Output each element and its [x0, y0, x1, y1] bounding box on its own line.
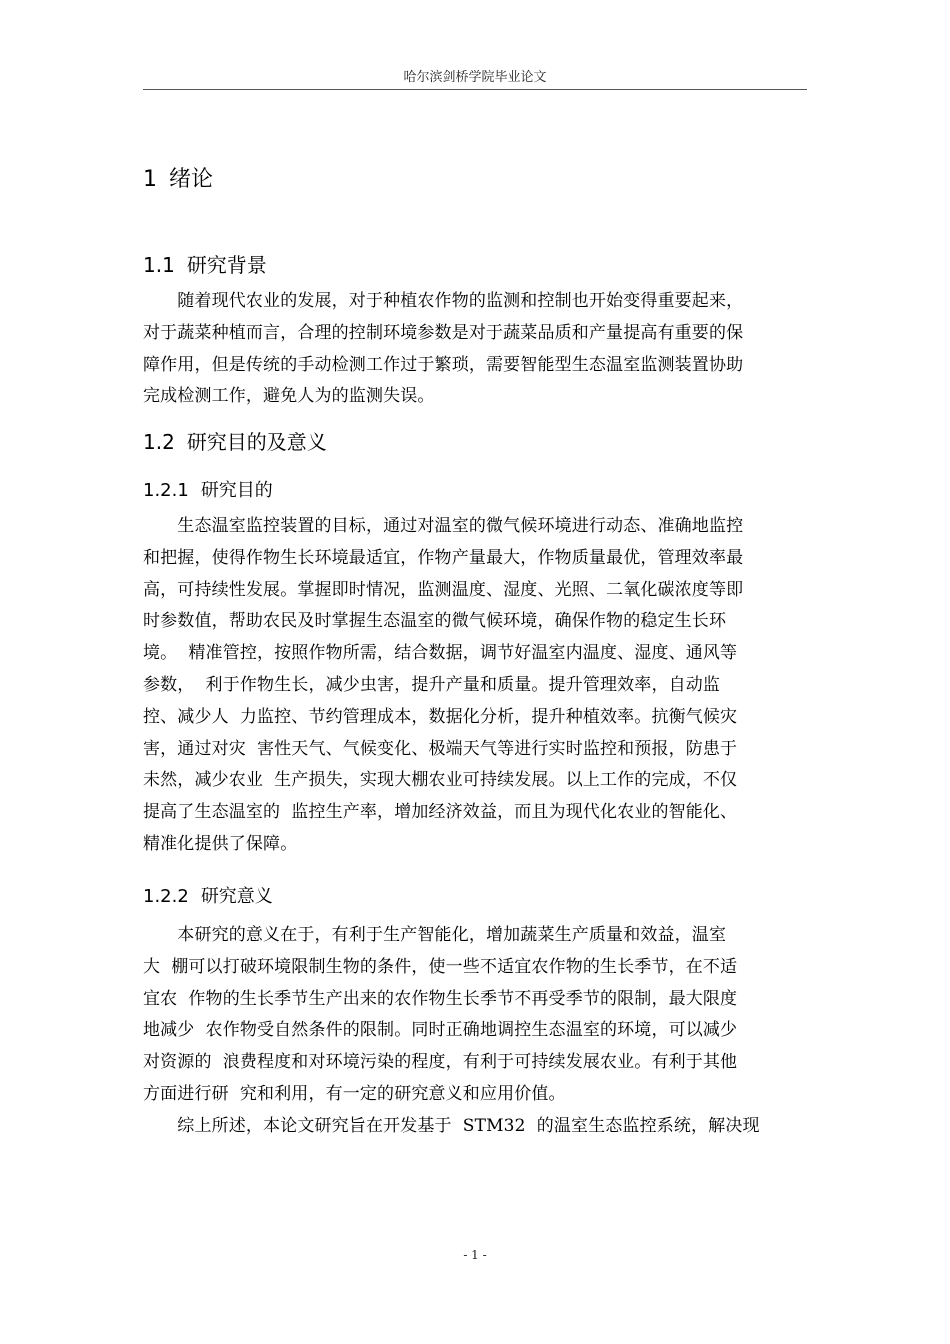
subsection-number: 1.2.2	[143, 886, 189, 907]
background-paragraph: 随着现代农业的发展，对于种植农作物的监测和控制也开始变得重要起来， 对于蔬菜种植而言，合理的控制环境参数是对于蔬菜品质和产量提高有重要的保 障作用，但是传统的手动检测工作过于繁琐，需要智能型生态温室监测装置协助 完成检测工作，避免人为的监测失误。	[143, 291, 744, 407]
subsection-heading-1-2-1	[143, 478, 811, 504]
section-heading-1-2	[143, 428, 811, 456]
chapter-number: 1	[143, 167, 157, 192]
page-number: - 1 -	[463, 1248, 487, 1262]
significance-paragraph: 本研究的意义在于，有利于生产智能化，增加蔬菜生产质量和效益，温室 大 棚可以打破环境限制生物的条件，使一些不适宜农作物的生长季节，在不适 宜农 作物的生长季节生产出来的农作物生长季节不再受季节的限制，最大限度 地减少 农作物受自然条件的限制。同时正确地调控生态温室的环境，可以减少 对资源的 浪费程度和对环境污染的程度，有利于可持续发展农业。有利于其他 方面进行研 究和利用，有一定的研究意义和应用价值。	[143, 925, 738, 1104]
header-divider	[143, 89, 807, 90]
running-header: 哈尔滨剑桥学院毕业论文	[403, 70, 547, 85]
section-title: 研究背景	[186, 253, 267, 277]
subsection-heading-1-2-2	[143, 884, 811, 910]
section-title: 研究目的及意义	[186, 430, 327, 454]
purpose-paragraph: 生态温室监控装置的目标，通过对温室的微气候环境进行动态、准确地监控 和把握，使得作物生长环境最适宜，作物产量最大，作物质量最优，管理效率最 高，可持续性发展。掌握即时情况，监测温度、湿度、光照、二氧化碳浓度等即 时参数值，帮助农民及时掌握生态温室的微气候环境，确保作物的稳定生长环 境。 精准管控，按照作物所需，结合数据，调节好温室内温度、湿度、通风等 参数， 利于作物生长，减少虫害，提升产量和质量。提升管理效率，自动监 控、减少人 力监控、节约管理成本，数据化分析，提升种植效率。抗衡气候灾 害，通过对灾 害性天气、气候变化、极端天气等进行实时监控和预报，防患于 未然，减少农业 生产损失，实现大棚农业可持续发展。以上工作的完成，不仅 提高了生态温室的 监控生产率，增加经济效益，而且为现代化农业的智能化、 精准化提供了保障。	[143, 516, 744, 854]
section-number: 1.2	[143, 430, 175, 454]
section-number: 1.1	[143, 253, 175, 277]
section-heading-1-1	[143, 251, 811, 279]
summary-paragraph: 综上所述，本论文研究旨在开发基于 STM32 的温室生态监控系统，解决现	[143, 1116, 760, 1136]
chapter-title: 绪论	[169, 167, 214, 192]
subsection-number: 1.2.1	[143, 480, 189, 501]
chapter-heading	[143, 165, 811, 195]
subsection-title: 研究意义	[200, 886, 273, 907]
subsection-title: 研究目的	[200, 480, 273, 501]
